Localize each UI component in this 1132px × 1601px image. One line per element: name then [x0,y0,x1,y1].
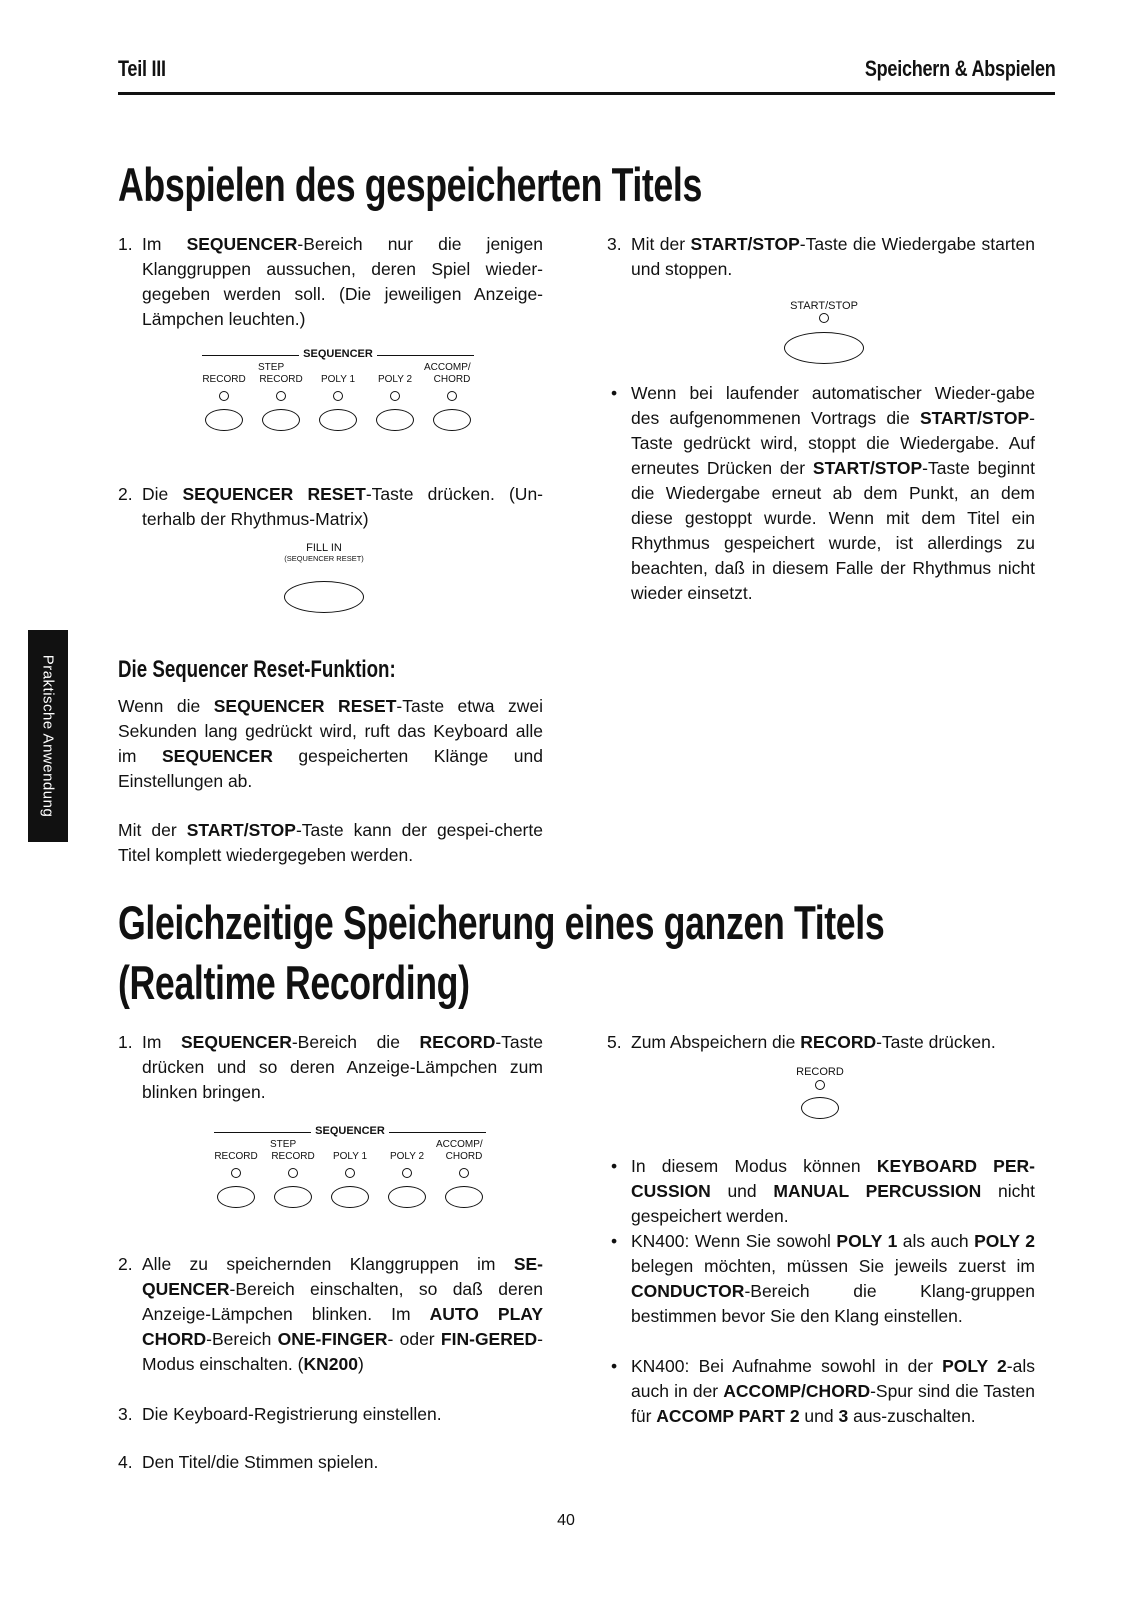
text: ) [357,1354,364,1374]
bold-term: MANUAL PERCUSSION [773,1181,982,1201]
led-icon [219,391,229,401]
step-record-key[interactable] [274,1186,312,1208]
text: Im [142,234,187,254]
text: -Taste kann der gespei-cherte Titel komplett wiedergegeben werden. [118,820,543,865]
section2-title-line1: Gleichzeitige Speicherung eines ganzen Titels [118,896,885,949]
step-label: STEP [258,362,285,373]
side-tab [28,630,68,842]
text: -Taste beginnt die Wiedergabe erneut ab dem Punkt, an dem diese gestoppt wurde. Wenn mit dem Titel ein Rhythmus gespeichert wurde, ist allerdings zu beachten, daß in diesem Falle der Rhythmus nicht wieder einsetzt. [631,458,1035,603]
step-number: 5. [607,1032,622,1052]
section1-step1 [118,232,543,332]
poly1-key[interactable] [319,409,357,431]
start-stop-label: START/STOP [790,300,858,312]
section1-bullet [607,381,1035,606]
bold-term: ONE-FINGER [277,1329,388,1349]
section1-title: Abspielen des gespeicherten Titels [118,158,702,211]
step-label: STEP [270,1139,297,1150]
text: Den Titel/die Stimmen spielen. [142,1452,379,1472]
header-rule [118,92,1055,95]
led-icon [288,1168,298,1178]
text: -Bereich einschalten, so daß deren Anzeige-Lämpchen blinken. Im [142,1279,543,1324]
subsection-paragraph-2 [118,818,543,868]
led-icon [333,391,343,401]
text: -Taste die Wiedergabe starten und stoppen. [631,234,1035,279]
label-chord: CHORD [445,1151,483,1162]
sequencer-panel-2 [210,1125,490,1211]
led-icon [447,391,457,401]
text: Zum Abspeichern die [631,1032,801,1052]
sequencer-title: SEQUENCER [311,1125,389,1137]
text: -Bereich die Klang-gruppen bestimmen bevor Sie den Klang einstellen. [631,1281,1035,1326]
bold-term: START/STOP [812,458,923,478]
sequencer-panel [198,348,478,434]
step-number: 4. [118,1452,133,1472]
fill-in-sublabel: (SEQUENCER RESET) [284,554,364,563]
record-key[interactable] [205,409,243,431]
bold-term: SEQUENCER RESET [182,484,366,504]
text: -Taste gedrückt wird, stoppt die Wiedergabe. Auf erneutes Drücken der [631,408,1035,478]
text: -Bereich die [291,1032,420,1052]
chord-key[interactable] [445,1186,483,1208]
led-icon [402,1168,412,1178]
label-poly2: POLY 2 [377,374,413,385]
text: und [710,1181,774,1201]
bold-term: POLY 2 [974,1231,1035,1251]
text: Wenn die [118,696,214,716]
start-stop-control [764,300,884,367]
record-label: RECORD [796,1066,844,1078]
label-chord: CHORD [433,374,471,385]
header-section: Speichern & Abspielen [864,56,1055,81]
label-poly2: POLY 2 [389,1151,425,1162]
text: -Modus einschalten. ( [142,1329,543,1374]
led-icon [231,1168,241,1178]
label-record: RECORD [214,1151,258,1162]
text: aus-zuschalten. [848,1406,976,1426]
text: -Taste drücken. [876,1032,996,1052]
text: Die Keyboard-Registrierung einstellen. [142,1404,442,1424]
bold-term: CONDUCTOR [631,1281,745,1301]
step-number: 3. [607,234,622,254]
label-step-record: RECORD [271,1151,315,1162]
chord-key[interactable] [433,409,471,431]
led-icon [276,391,286,401]
section2-bullet-3 [607,1354,1035,1429]
section1-step3 [607,232,1035,282]
led-icon [390,391,400,401]
page-number: 40 [557,1512,575,1529]
bold-term: START/STOP [186,820,296,840]
text: - oder [387,1329,441,1349]
text: Alle zu speichernden Klanggruppen im [142,1254,514,1274]
section2-step2 [118,1252,543,1377]
led-icon [819,313,829,323]
bullet-icon: • [611,1356,618,1376]
bold-term: START/STOP [690,234,800,254]
section2-step3 [118,1402,543,1427]
section1-step2 [118,482,543,532]
section2-title-line2: (Realtime Recording) [118,956,470,1009]
text: Die [142,484,183,504]
bold-term: ACCOMP PART 2 [656,1406,800,1426]
bold-term: SE-QUENCER [142,1254,543,1299]
subsection-paragraph-1 [118,694,543,794]
poly2-key[interactable] [376,409,414,431]
record-key[interactable] [801,1097,839,1119]
text: Im [142,1032,181,1052]
poly1-key[interactable] [331,1186,369,1208]
section2-bullet-2 [607,1229,1035,1329]
text: -Taste drücken und so deren Anzeige-Lämpchen zum blinken bringen. [142,1032,543,1102]
bold-term: SEQUENCER [181,1032,292,1052]
text: belegen möchten, müssen Sie jeweils zuerst im [631,1256,1035,1276]
text: Mit der [631,234,691,254]
bold-term: ACCOMP/CHORD [723,1381,871,1401]
text: KN400: Wenn Sie sowohl [631,1231,837,1251]
text: -Bereich nur die jenigen Klanggruppen aussuchen, deren Spiel wieder-gegeben werden soll. (Die jeweiligen Anzeige-Lämpchen leuchten.) [142,234,543,329]
text: -Taste etwa zwei Sekunden lang gedrückt wird, ruft das Keyboard alle im [118,696,543,766]
bullet-icon: • [611,1156,618,1176]
text: Mit der [118,820,187,840]
text: -Bereich [206,1329,278,1349]
section2-bullet-1 [607,1154,1035,1229]
label-poly1: POLY 1 [332,1151,368,1162]
led-icon [345,1168,355,1178]
section2-step4 [118,1450,543,1475]
text: -Spur sind die Tasten für [631,1381,1035,1426]
label-step-record: RECORD [259,374,303,385]
bold-term: RECORD [800,1032,877,1052]
record-key[interactable] [217,1186,255,1208]
bold-term: RECORD [419,1032,496,1052]
step-number: 2. [118,484,133,504]
sequencer-reset-key[interactable] [284,581,364,613]
bold-term: AUTO PLAY CHORD [142,1304,543,1349]
text: nicht gespeichert werden. [631,1181,1035,1226]
fill-in-control [264,542,384,616]
label-record: RECORD [202,374,246,385]
bold-term: FIN-GERED [440,1329,538,1349]
text: als auch [897,1231,975,1251]
accomp-label: ACCOMP/ [424,362,471,373]
bold-term: KEYBOARD PER-CUSSION [631,1156,1035,1201]
text: -Taste drücken. (Un-terhalb der Rhythmus-Matrix) [142,484,544,529]
section2-step5 [607,1030,1035,1055]
record-control [780,1066,860,1122]
bold-term: POLY 1 [836,1231,898,1251]
text: gespeicherten Klänge und Einstellungen ab. [118,746,544,791]
start-stop-key[interactable] [784,332,864,364]
text: In diesem Modus können [631,1156,877,1176]
poly2-key[interactable] [388,1186,426,1208]
header-part: Teil III [118,56,166,81]
bold-term: SEQUENCER RESET [213,696,397,716]
label-poly1: POLY 1 [320,374,356,385]
step-number: 1. [118,1032,133,1052]
fill-in-label: FILL IN [306,542,342,554]
bold-term: 3 [838,1406,849,1426]
bold-term: POLY 2 [942,1356,1007,1376]
bullet-icon: • [611,383,618,403]
bold-term: SEQUENCER [161,746,273,766]
subsection-title: Die Sequencer Reset-Funktion: [118,656,396,683]
bold-term: KN200 [303,1354,358,1374]
sequencer-title: SEQUENCER [299,348,377,360]
text: -als auch in der [631,1356,1035,1401]
step-number: 2. [118,1254,133,1274]
text: und [799,1406,839,1426]
text: Wenn bei laufender automatischer Wieder-gabe des aufgenommenen Vortrags die [631,383,1035,428]
bullet-icon: • [611,1231,618,1251]
step-number: 1. [118,234,133,254]
accomp-label: ACCOMP/ [436,1139,483,1150]
section2-step1 [118,1030,543,1105]
step-number: 3. [118,1404,133,1424]
text: KN400: Bei Aufnahme sowohl in der [631,1356,943,1376]
step-record-key[interactable] [262,409,300,431]
led-icon [459,1168,469,1178]
side-tab-label: Praktische Anwendung [39,654,57,818]
bold-term: SEQUENCER [186,234,298,254]
bold-term: START/STOP [919,408,1030,428]
led-icon [815,1080,825,1090]
